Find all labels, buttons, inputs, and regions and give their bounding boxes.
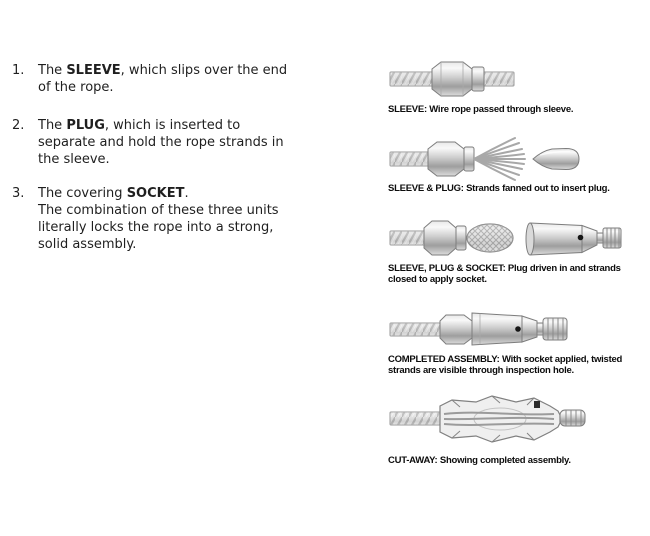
list-item-line: literally locks the rope into a strong, (38, 220, 274, 235)
fanned-strands (474, 138, 525, 180)
closed-strands (467, 224, 513, 252)
inspection-hole (515, 326, 521, 332)
figure-sleeve-plug (388, 134, 650, 194)
plug (533, 149, 579, 170)
cutaway-shell (440, 396, 560, 442)
list-item-text (38, 185, 279, 253)
list-item-line: separate and hold the rope strands in (38, 135, 284, 150)
figure-caption-text: Wire rope passed through sleeve. (429, 104, 574, 115)
line-text: The covering (38, 186, 127, 201)
line-text: , which slips over the end (120, 63, 288, 78)
line-text: , which is inserted to (104, 118, 241, 133)
line-text: The (38, 118, 67, 133)
list-item-2 (12, 117, 362, 168)
figure-caption-text: Showing completed assembly. (439, 455, 571, 466)
list-item-text (38, 62, 287, 96)
figure-sleeve (388, 56, 650, 115)
sleeve-plug-socket-illustration (388, 216, 638, 260)
figure-sleeve-plug-socket (388, 216, 650, 285)
figure-caption-label: SLEEVE, PLUG & SOCKET: (388, 263, 506, 274)
figure-caption (388, 183, 650, 194)
threaded-stud (603, 228, 621, 248)
list-item-number: 3. (12, 186, 25, 201)
figure-caption-text: With socket applied, twisted strands are visible through inspection hole. (388, 354, 623, 376)
list-item-line: solid assembly. (38, 237, 137, 252)
line-text: . (184, 186, 189, 201)
list-item-number: 2. (12, 118, 25, 133)
line-text: The (38, 63, 67, 78)
sleeve-and-plug-illustration (388, 134, 638, 182)
threaded-stud (560, 410, 585, 426)
list-item-line (38, 117, 284, 134)
list-item-text (38, 117, 284, 168)
sleeve (440, 315, 472, 344)
figure-cutaway (388, 389, 650, 466)
figure-caption-label: SLEEVE & PLUG: (388, 183, 464, 194)
list-item-number: 1. (12, 63, 25, 78)
figure-caption-label: COMPLETED ASSEMBLY: (388, 354, 500, 365)
wire-rope (390, 323, 440, 336)
sleeve (424, 221, 466, 255)
list-item-line (38, 62, 287, 79)
sleeve (432, 62, 484, 96)
list-item-line (38, 185, 279, 202)
line-bold-text: PLUG (66, 118, 105, 133)
figure-caption-text: Plug driven in and strands closed to apply socket. (388, 263, 621, 285)
completed-assembly-illustration (388, 304, 638, 350)
figure-caption-text: Strands fanned out to insert plug. (466, 183, 610, 194)
figure-caption (388, 263, 650, 285)
threaded-stud (543, 318, 567, 340)
cutaway-illustration (388, 389, 638, 447)
figure-caption-label: CUT-AWAY: (388, 455, 438, 466)
assembly-steps-list (12, 62, 362, 253)
list-item-line: of the rope. (38, 80, 114, 95)
figure-caption-label: SLEEVE: (388, 104, 427, 115)
figure-caption (388, 104, 650, 115)
inspection-hole (578, 235, 584, 241)
list-item-3 (12, 185, 362, 253)
socket (472, 313, 567, 345)
list-item-line: the sleeve. (38, 152, 110, 167)
socket (526, 223, 621, 255)
sleeve-illustration (388, 56, 638, 102)
figure-completed-assembly (388, 304, 650, 376)
wire-rope (390, 412, 442, 425)
figure-caption (388, 354, 650, 376)
list-item-1 (12, 62, 362, 96)
cut-notch (534, 401, 540, 408)
list-item-line: The combination of these three units (38, 203, 279, 218)
sleeve (428, 142, 474, 176)
figure-caption (388, 455, 650, 466)
line-bold-text: SOCKET (126, 186, 185, 201)
line-bold-text: SLEEVE (66, 63, 121, 78)
